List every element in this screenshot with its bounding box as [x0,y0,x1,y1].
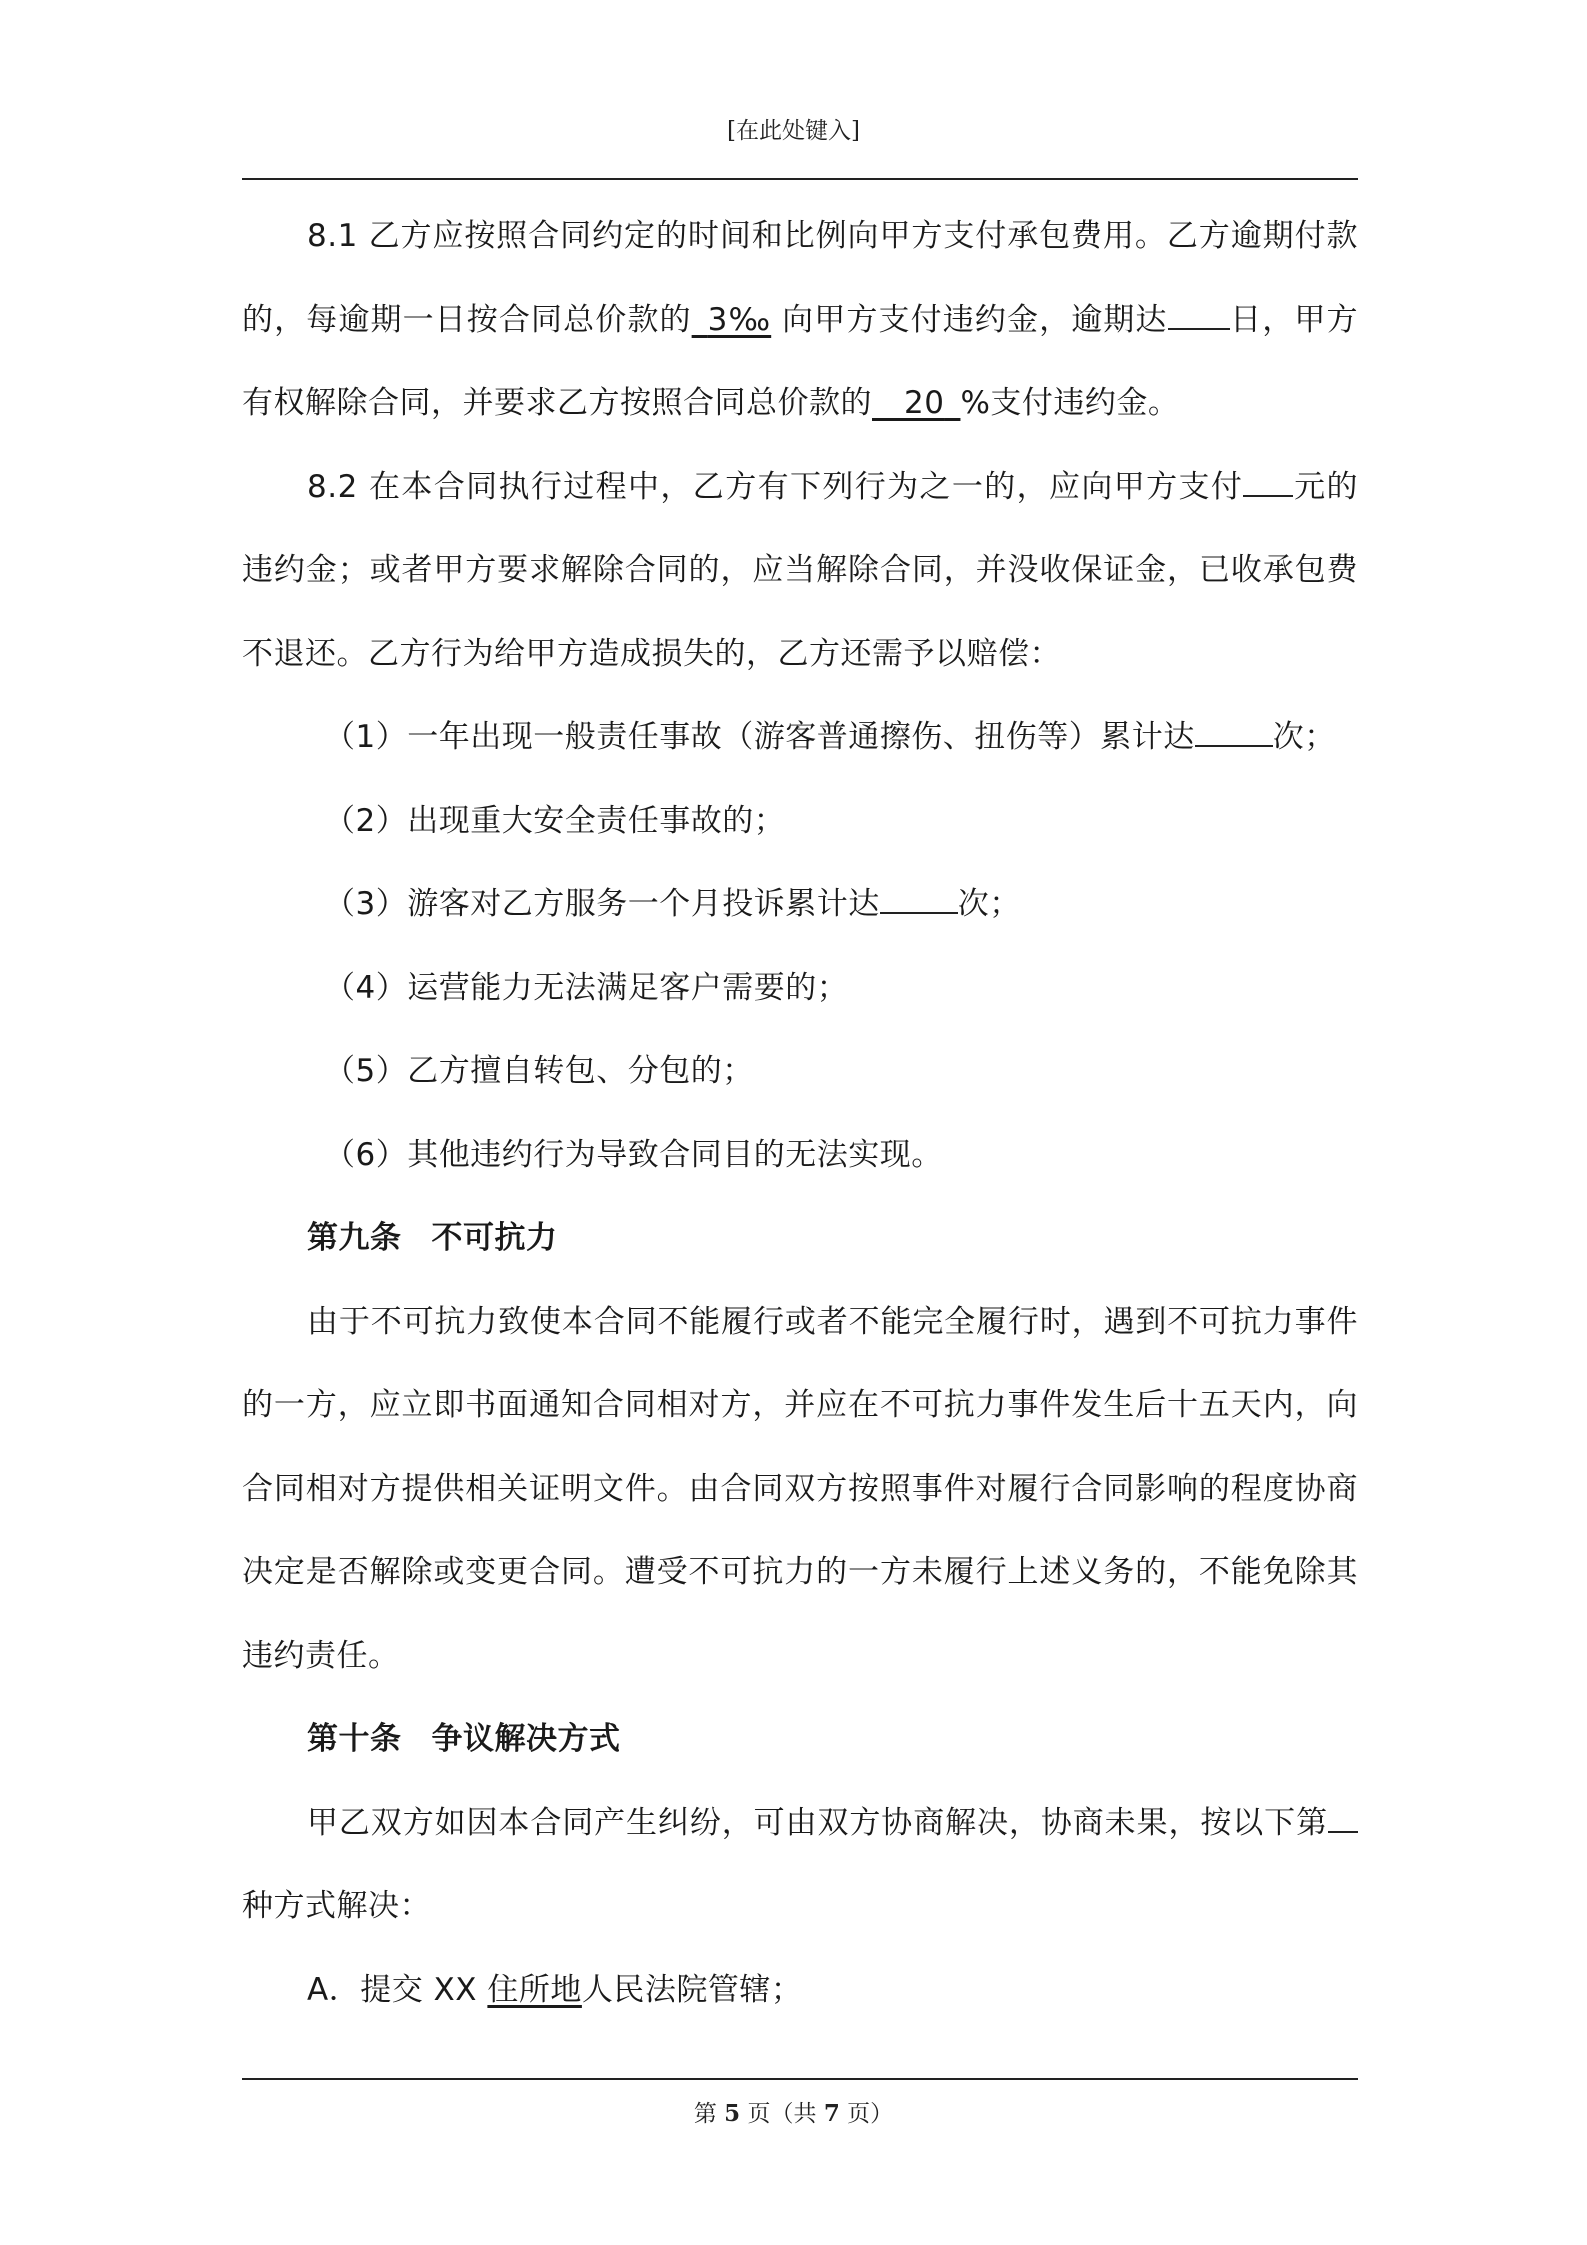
article-10-number: 第十条 [307,1721,402,1757]
page-number: 5 [724,2100,741,2127]
rate-value: 3‰ [707,301,772,338]
total-pages: 7 [823,2100,840,2127]
list-item-4: （4）运营能力无法满足客户需要的； [324,969,849,1006]
article-10-text-a: 甲乙双方如因本合同产生纠纷，可由双方协商解决，协商未果，按以下第 [307,1804,1328,1841]
article-9-text: 由于不可抗力致使本合同不能履行或者不能完全履行时，遇到不可抗力事件的一方，应立即书面通知合同相对方，并应在不可抗力事件发生后十五天内，向合同相对方提供相关证明文件。由合同双方按照事件对履行合同影响的程度协商决定是否解除或变更合同。遭受不可抗力的一方未履行上述义务的，不能免除其违约责任。 [242,1303,1358,1674]
article-9-title: 不可抗力 [431,1220,558,1256]
list-item-2: （2）出现重大安全责任事故的； [324,802,786,839]
list-item-3-suffix: 次； [957,886,1021,922]
document-body [242,195,1358,2032]
list-item-6: （6）其他违约行为导致合同目的无法实现。 [324,1136,943,1173]
footer-mid: 页（共 [740,2101,824,2127]
header-rule [242,178,1358,180]
clause-8-1 [242,195,1358,446]
option-a [242,1949,1358,2033]
clause-8-1-text-a: 8.1 乙方应按照合同约定的时间和比例向甲方支付承包费用。乙方逾期付款的，每逾期一日按合同总价款的 [242,218,1358,338]
article-10-text [242,1782,1358,1949]
article-9-number: 第九条 [307,1220,402,1256]
option-a-prefix: A．提交 XX [307,1971,488,2008]
article-9-heading [242,1197,1358,1281]
overdue-days-blank [1168,300,1230,330]
clause-8-1-text-d: %支付违约金。 [960,385,1180,421]
list-item-1-text: （1）一年出现一般责任事故（游客普通擦伤、扭伤等）累计达 [324,719,1195,755]
footer-pre: 第 [693,2101,725,2127]
clause-8-1-text-c: 日，甲方有权解除合同，并要求乙方按照合同总价款的 [242,301,1359,421]
resolution-method-blank [1328,1803,1358,1833]
article-10-title: 争议解决方式 [431,1721,621,1757]
list-item-5: （5）乙方擅自转包、分包的； [324,1053,754,1089]
page-footer [0,2095,1587,2128]
article-10-text-b: 种方式解决： [242,1888,431,1924]
list-item-3-text: （3）游客对乙方服务一个月投诉累计达 [324,886,880,922]
penalty-pct-value: 20 [904,385,945,421]
penalty-amount-blank [1243,467,1293,497]
clause-8-1-text-b: 向甲方支付违约金，逾期达 [771,301,1168,338]
option-a-suffix: 人民法院管辖； [581,1971,803,2008]
option-a-underlined: 住所地 [487,1971,582,2008]
list-item-3 [242,863,1358,947]
list-item-1 [242,696,1358,780]
penalty-pct-field [872,385,960,421]
clause-8-2-text-a: 8.2 在本合同执行过程中，乙方有下列行为之一的，应向甲方支付 [307,468,1244,505]
list-item-1-suffix: 次； [1272,719,1336,755]
page-header: [在此处键入] [727,118,860,144]
footer-rule [242,2078,1358,2080]
clause-8-2 [242,446,1358,697]
clause-8-2-text-b: 元的违约金；或者甲方要求解除合同的，应当解除合同，并没收保证金，已收承包费不退还。乙方行为给甲方造成损失的，乙方还需予以赔偿： [242,468,1359,672]
article-10-heading [242,1698,1358,1782]
footer-post: 页） [839,2101,894,2127]
complaint-count-blank [880,884,958,914]
accident-count-blank [1195,717,1273,747]
rate-field [692,302,772,338]
